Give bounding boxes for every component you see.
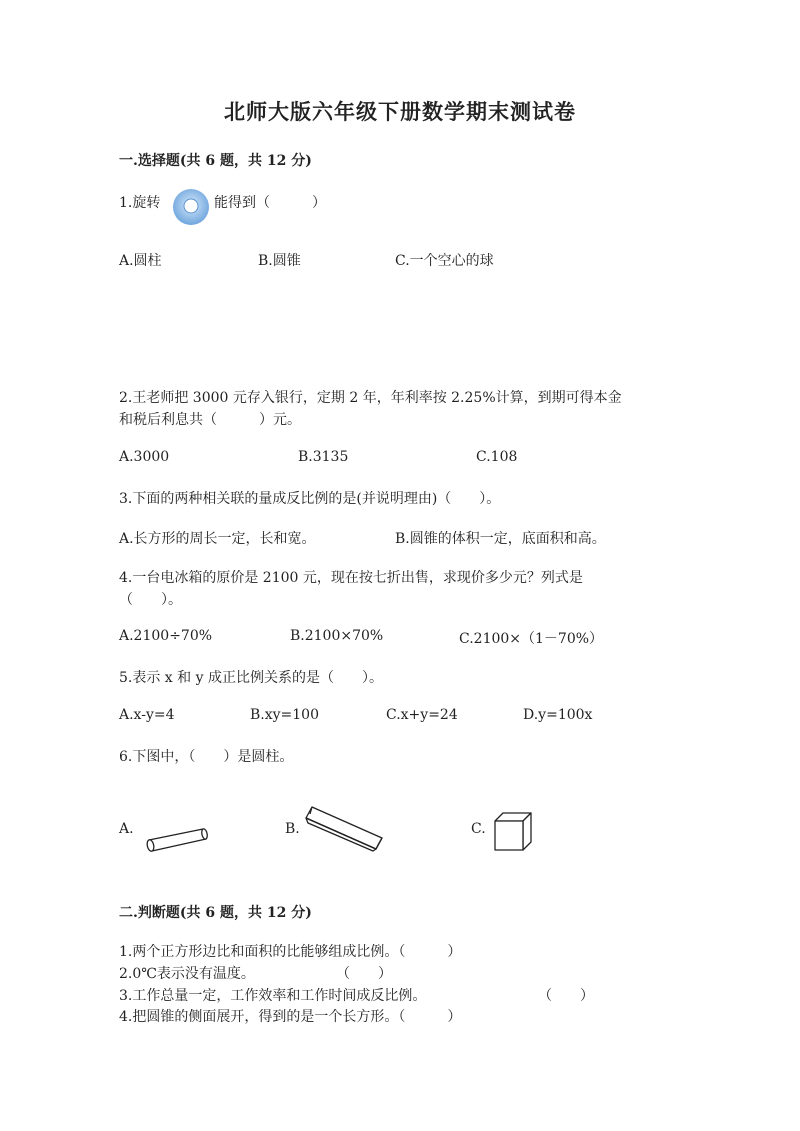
judgement-item-1-paren: （ ） — [398, 944, 462, 960]
q1-option-c: C.一个空心的球 — [395, 253, 494, 269]
section-heading-judgement: 二.判断题(共 6 题，共 12 分) — [119, 905, 312, 921]
question-2-line1: 2.王老师把 3000 元存入银行，定期 2 年，年利率按 2.25%计算，到期可得本金 — [119, 390, 622, 406]
q1-option-b: B.圆锥 — [258, 253, 301, 269]
page-title: 北师大版六年级下册数学期末测试卷 — [224, 99, 576, 124]
judgement-item-3-paren: （ ） — [538, 988, 594, 1004]
triangular-prism-icon — [302, 804, 384, 854]
judgement-item-1 — [119, 941, 461, 961]
q2-option-a: A.3000 — [119, 449, 170, 465]
q5-option-b: B.xy=100 — [250, 707, 319, 723]
blue-ring-icon — [172, 188, 212, 228]
question-2-line2: 和税后利息共（ ）元。 — [119, 412, 301, 428]
question-5-text: 5.表示 x 和 y 成正比例关系的是（ ）。 — [119, 670, 383, 686]
cube-icon — [492, 810, 534, 852]
q2-option-b: B.3135 — [298, 449, 349, 465]
cylinder-icon — [140, 825, 212, 857]
question-6-text: 6.下图中，（ ）是圆柱。 — [119, 749, 294, 765]
q2-option-c: C.108 — [476, 449, 518, 465]
judgement-item-3 — [119, 985, 426, 1005]
judgement-item-4-paren: （ ） — [398, 1009, 462, 1025]
judgement-item-1-text: 1.两个正方形边比和面积的比能够组成比例。 — [119, 944, 399, 960]
judgement-item-2 — [119, 963, 255, 983]
q5-option-a: A.x-y=4 — [119, 707, 175, 723]
q6-option-c: C. — [471, 821, 486, 837]
q5-option-d: D.y=100x — [523, 707, 593, 723]
section-heading-choice: 一.选择题(共 6 题，共 12 分) — [119, 153, 312, 169]
q4-option-b: B.2100×70% — [290, 628, 384, 644]
question-1-text: 能得到（ ） — [214, 195, 326, 211]
judgement-item-2-paren: （ ） — [336, 966, 392, 982]
q6-option-b: B. — [285, 821, 300, 837]
q5-option-c: C.x+y=24 — [386, 707, 458, 723]
q1-option-a: A.圆柱 — [119, 253, 162, 269]
question-1-prefix: 1.旋转 — [119, 195, 161, 211]
judgement-item-4 — [119, 1006, 461, 1026]
question-4-line1: 4.一台电冰箱的原价是 2100 元，现在按七折出售，求现价多少元？列式是 — [119, 570, 583, 586]
q6-option-a: A. — [119, 821, 134, 837]
question-3-text: 3.下面的两种相关联的量成反比例的是(并说明理由)（ ）。 — [119, 491, 501, 507]
judgement-item-4-text: 4.把圆锥的侧面展开，得到的是一个长方形。 — [119, 1009, 399, 1025]
q4-option-a: A.2100÷70% — [119, 628, 213, 644]
judgement-item-3-text: 3.工作总量一定，工作效率和工作时间成反比例。 — [119, 988, 427, 1004]
q3-option-a: A.长方形的周长一定，长和宽。 — [119, 531, 316, 547]
question-4-line2: （ ）。 — [119, 592, 182, 608]
q3-option-b: B.圆锥的体积一定，底面积和高。 — [395, 531, 606, 547]
q4-option-c: C.2100×（1－70%） — [459, 631, 604, 647]
judgement-item-2-text: 2.0℃表示没有温度。 — [119, 966, 255, 982]
